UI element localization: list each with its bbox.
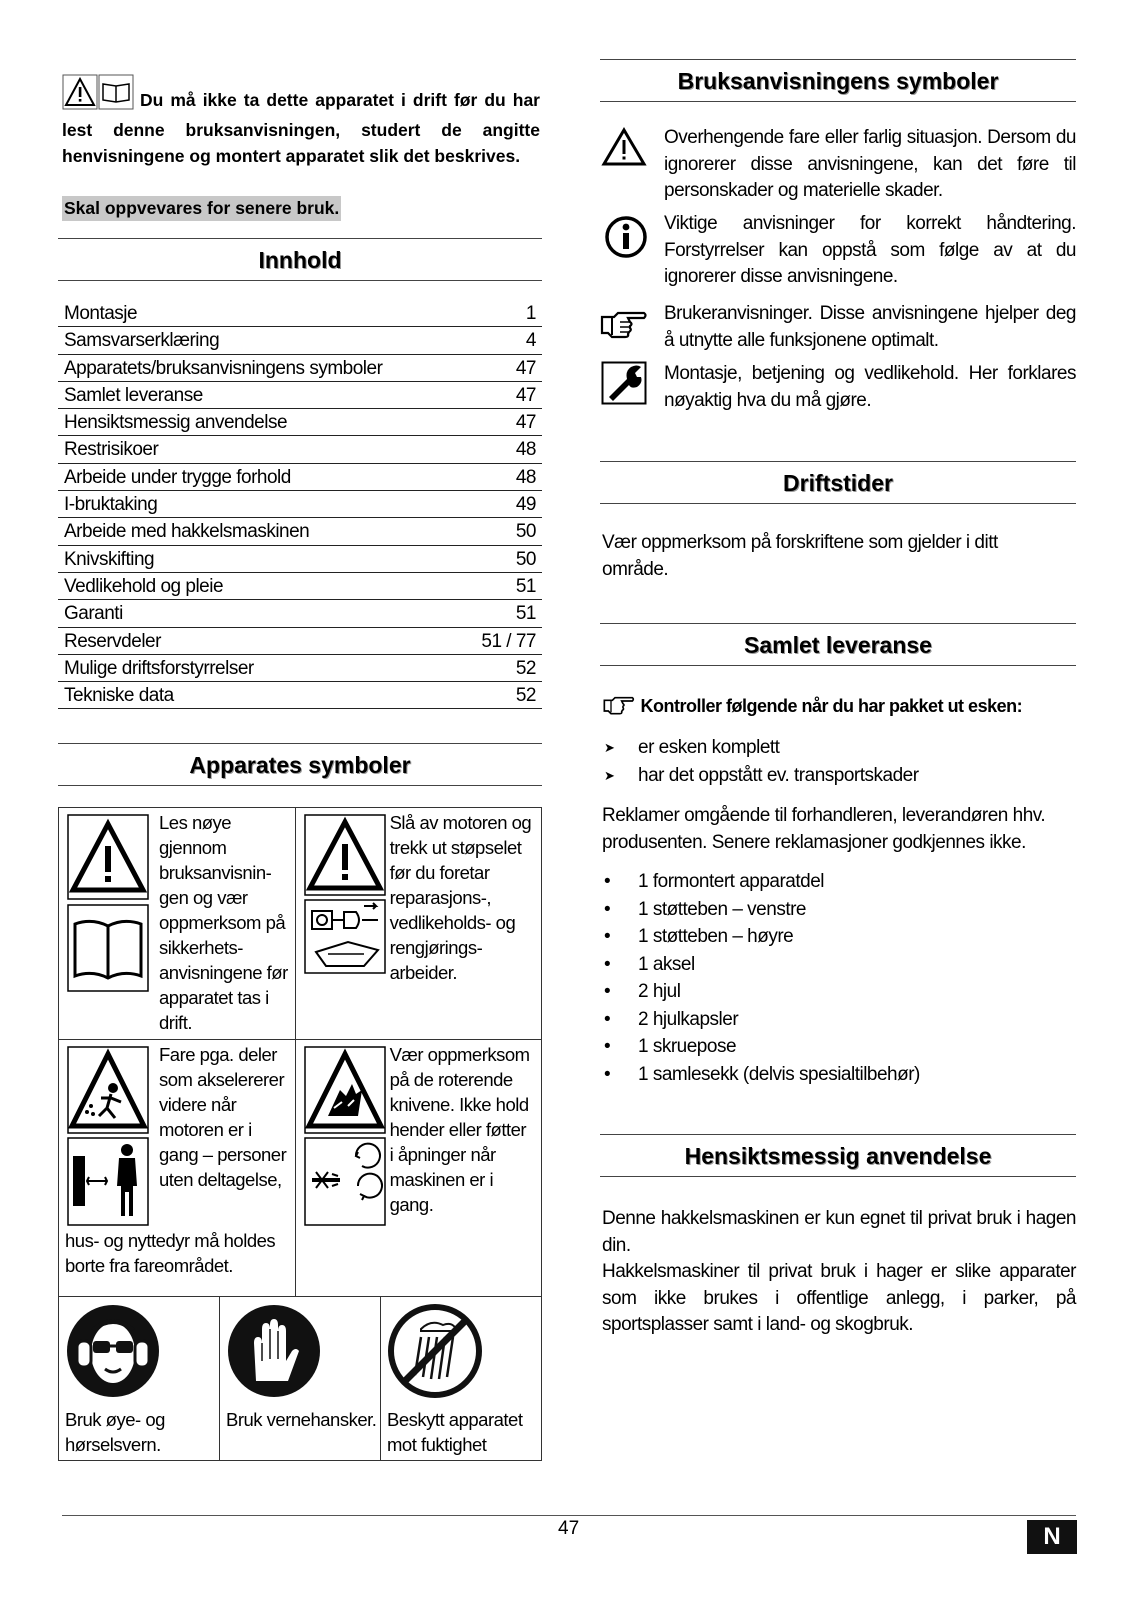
check-text: har det oppstått ev. transportskader bbox=[638, 765, 919, 786]
bystander-text-cont: hus- og nyttedyr må holdes borte fra fareområdet. bbox=[65, 1230, 276, 1276]
toc-label: Arbeide under trygge forhold bbox=[64, 466, 291, 488]
toc-page: 50 bbox=[515, 521, 536, 543]
bystander-icons bbox=[59, 1040, 157, 1232]
language-badge: N bbox=[1027, 1520, 1077, 1554]
manual-symbols-heading: Bruksanvisningens symboler bbox=[600, 59, 1076, 102]
unplug-icons bbox=[296, 808, 388, 985]
delivery-item bbox=[604, 1033, 920, 1061]
toc-page: 47 bbox=[515, 357, 536, 379]
no-rain-icon bbox=[387, 1303, 483, 1399]
toc-page: 51 bbox=[515, 603, 536, 625]
toc-page: 52 bbox=[515, 657, 536, 679]
delivery-check-line bbox=[602, 695, 1022, 717]
toc-row bbox=[58, 518, 542, 545]
operating-times-heading: Driftstider bbox=[600, 461, 1076, 504]
check-item bbox=[604, 762, 919, 790]
rotating-knives-icon bbox=[304, 1046, 386, 1226]
toc-label: Mulige driftsforstyrrelser bbox=[64, 657, 254, 679]
warning-book-icon bbox=[67, 814, 149, 992]
delivery-item-text: 1 støtteben – høyre bbox=[638, 926, 794, 947]
rotating-knives-icons bbox=[296, 1040, 388, 1232]
delivery-item-text: 2 hjulkapsler bbox=[638, 1008, 739, 1030]
footer-divider bbox=[62, 1515, 1076, 1516]
bullet-icon: • bbox=[604, 1036, 611, 1057]
toc-label: Samsvarserklæring bbox=[64, 330, 220, 352]
table-of-contents bbox=[58, 300, 542, 709]
bullet-icon: • bbox=[604, 953, 611, 975]
bullet-icon: • bbox=[604, 871, 611, 892]
warning-book-icon bbox=[62, 74, 134, 117]
arrow-bullet-icon: ➤ bbox=[604, 740, 615, 755]
toc-label: Tekniske data bbox=[64, 685, 174, 707]
page-number: 47 bbox=[558, 1518, 580, 1539]
bullet-icon: • bbox=[604, 1008, 611, 1030]
unplug-icon bbox=[304, 814, 386, 974]
read-manual-icons bbox=[59, 808, 157, 1035]
toc-page: 47 bbox=[515, 384, 536, 406]
pointing-hand-icon bbox=[600, 309, 648, 339]
toc-row bbox=[58, 655, 542, 682]
delivery-item-text: 1 støtteben – venstre bbox=[638, 898, 806, 920]
delivery-item-text: 2 hjul bbox=[638, 981, 681, 1002]
delivery-item bbox=[604, 1061, 920, 1089]
warning-triangle-icon bbox=[600, 127, 648, 167]
toc-page: 4 bbox=[525, 330, 536, 352]
toc-row bbox=[58, 573, 542, 600]
intended-use-p2: Hakkelsmaskiner til privat bruk i hager er slike apparater som ikke brukes i offentlige anlegg, i parker, på sportsplasser samt i land- og skogbruk. bbox=[602, 1261, 1076, 1335]
operating-times-text: Vær oppmerksom på forskriftene som gjelder i ditt område. bbox=[602, 532, 998, 580]
intro-warning-text: Du må ikke ta dette apparatet i drift før du har lest denne bruksanvisningen, studert de angitte henvisningene og montert apparatet slik det beskrives. bbox=[62, 90, 540, 166]
moisture-cell bbox=[381, 1297, 541, 1460]
toc-label: Reservdeler bbox=[64, 630, 161, 652]
toc-row bbox=[58, 436, 542, 463]
delivery-items-list bbox=[604, 868, 920, 1088]
toc-row bbox=[58, 682, 542, 709]
apparatus-symbols-table bbox=[58, 807, 542, 1297]
toc-page: 47 bbox=[515, 412, 536, 434]
unplug-text: Slå av motoren og trekk ut støpselet før du foretar reparasjons-, vedlikeholds- og rengjørings-arbeider. bbox=[389, 812, 532, 983]
toc-label: Hensiktsmessig anvendelse bbox=[64, 412, 288, 434]
ppe-symbols-row bbox=[58, 1296, 542, 1461]
danger-text: Overhengende fare eller farlig situasjon. Dersom du ignorerer disse anvisningene, kan det føre til personskader og materielle skader. bbox=[664, 127, 1076, 201]
delivery-checks-list bbox=[604, 734, 919, 790]
gloves-cell bbox=[220, 1297, 381, 1460]
flying-parts-icon bbox=[67, 1046, 149, 1226]
delivery-item bbox=[604, 978, 920, 1006]
toc-row bbox=[58, 355, 542, 382]
toc-label: Knivskifting bbox=[64, 548, 155, 570]
rotating-knives-text: Vær oppmerksom på de roterende knivene. Ikke hold hender eller føtter i åpninger når maskinen er i gang. bbox=[389, 1044, 530, 1215]
gloves-label: Bruk vernehansker. bbox=[226, 1409, 377, 1430]
toc-label: Apparatets/bruksanvisningens symboler bbox=[64, 357, 383, 379]
keep-note: Skal oppvevares for senere bruk. bbox=[62, 196, 341, 221]
toc-page: 50 bbox=[515, 548, 536, 570]
toc-row bbox=[58, 600, 542, 627]
tool-text: Montasje, betjening og vedlikehold. Her forklares nøyaktig hva du må gjøre. bbox=[664, 363, 1076, 411]
toc-page: 48 bbox=[515, 439, 536, 461]
toc-row bbox=[58, 491, 542, 518]
check-item bbox=[604, 734, 919, 762]
delivery-item-text: 1 aksel bbox=[638, 953, 695, 975]
intro-warning bbox=[62, 74, 540, 169]
delivery-item bbox=[604, 896, 920, 924]
check-text: er esken komplett bbox=[638, 737, 780, 758]
toc-row bbox=[58, 628, 542, 655]
delivery-item bbox=[604, 923, 920, 951]
toc-label: Arbeide med hakkelsmaskinen bbox=[64, 521, 310, 543]
moisture-label: Beskytt apparatet mot fuktighet bbox=[387, 1409, 523, 1455]
toc-label: Restrisikoer bbox=[64, 439, 159, 461]
toc-heading: Innhold bbox=[58, 238, 542, 281]
toc-label: Garanti bbox=[64, 603, 123, 625]
toc-page: 51 bbox=[515, 575, 536, 597]
bystander-text: Fare pga. deler som akselererer videre når motoren er i gang – personer uten deltagelse, bbox=[159, 1044, 287, 1190]
toc-row bbox=[58, 464, 542, 491]
toc-label: Vedlikehold og pleie bbox=[64, 575, 224, 597]
toc-page: 52 bbox=[515, 685, 536, 707]
apparatus-symbols-heading: Apparates symboler bbox=[58, 743, 542, 786]
delivery-item bbox=[604, 868, 920, 896]
toc-page: 1 bbox=[525, 303, 536, 324]
toc-label: Montasje bbox=[64, 303, 138, 324]
arrow-bullet-icon: ➤ bbox=[604, 768, 615, 783]
toc-label: Samlet leveranse bbox=[64, 384, 203, 406]
delivery-item bbox=[604, 1006, 920, 1034]
delivery-heading: Samlet leveranse bbox=[600, 623, 1076, 666]
info-icon bbox=[602, 215, 650, 259]
eye-ear-protection-cell bbox=[59, 1297, 220, 1460]
delivery-item-text: 1 skruepose bbox=[638, 1036, 737, 1057]
delivery-item-text: 1 formontert apparatdel bbox=[638, 871, 825, 892]
intended-use-p1: Denne hakkelsmaskinen er kun egnet til privat bruk i hagen din. bbox=[602, 1208, 1076, 1256]
delivery-item-text: 1 samlesekk (delvis spesialtilbehør) bbox=[638, 1063, 920, 1085]
bullet-icon: • bbox=[604, 898, 611, 920]
toc-page: 51 / 77 bbox=[481, 630, 536, 652]
toc-row bbox=[58, 382, 542, 409]
user-text: Brukeranvisninger. Disse anvisningene hjelper deg å utnytte alle funksjonene optimalt. bbox=[664, 303, 1076, 351]
read-manual-text: Les nøye gjennom bruksanvisnin-gen og vær oppmerksom på sikkerhets-anvisningene før apparatet tas i drift. bbox=[159, 812, 288, 1033]
delivery-claims-text: Reklamer omgående til forhandleren, leverandøren hhv. produsenten. Senere reklamasjoner godkjennes ikke. bbox=[602, 805, 1046, 853]
intended-use-heading: Hensiktsmessig anvendelse bbox=[600, 1134, 1076, 1177]
delivery-item bbox=[604, 951, 920, 979]
toc-row bbox=[58, 546, 542, 573]
toc-row bbox=[58, 300, 542, 327]
delivery-check-text: Kontroller følgende når du har pakket ut esken: bbox=[640, 696, 1023, 716]
gloves-icon bbox=[226, 1303, 322, 1399]
eye-ear-protection-icon bbox=[65, 1303, 161, 1399]
toc-row bbox=[58, 409, 542, 436]
eye-protection-label: Bruk øye- og hørselsvern. bbox=[65, 1409, 165, 1455]
toc-page: 48 bbox=[515, 466, 536, 488]
toc-page: 49 bbox=[515, 494, 536, 516]
bullet-icon: • bbox=[604, 981, 611, 1002]
toc-label: I-bruktaking bbox=[64, 494, 158, 516]
pointing-hand-icon bbox=[602, 695, 636, 715]
toc-row bbox=[58, 327, 542, 354]
bullet-icon: • bbox=[604, 1063, 611, 1085]
info-text: Viktige anvisninger for korrekt håndtering. Forstyrrelser kan oppstå som følge av at du ignorerer disse anvisningene. bbox=[664, 213, 1076, 287]
bullet-icon: • bbox=[604, 926, 611, 947]
wrench-icon bbox=[600, 361, 648, 405]
